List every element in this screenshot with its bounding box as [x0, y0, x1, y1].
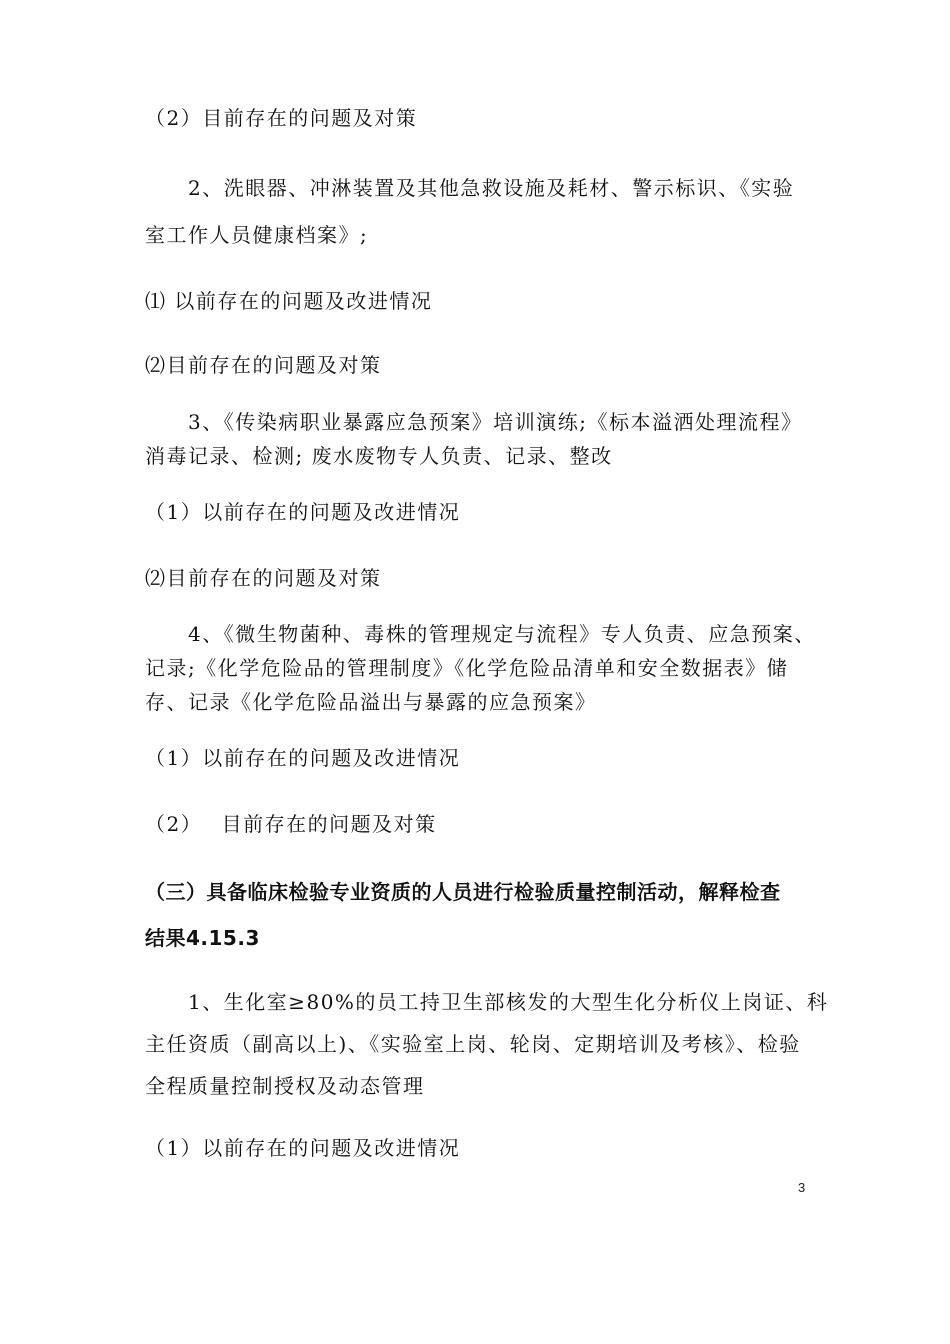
sub-item-1-line: （1）以前存在的问题及改进情况	[145, 746, 461, 770]
sub-item-2-line: （2） 目前存在的问题及对策	[145, 812, 437, 836]
section-heading-line-1: （三）具备临床检验专业资质的人员进行检验质量控制活动，解释检查	[145, 880, 781, 904]
sub-item-1-line: （1）以前存在的问题及改进情况	[145, 500, 461, 524]
sub-item-1-line: （1）以前存在的问题及改进情况	[145, 1136, 461, 1160]
item-1-line-1: 1、生化室≥80%的员工持卫生部核发的大型生化分析仪上岗证、科	[188, 990, 829, 1014]
item-3-line-2: 消毒记录、检测; 废水废物专人负责、记录、整改	[145, 444, 613, 468]
item-4-line-1: 4、《微生物菌种、毒株的管理规定与流程》专人负责、应急预案、	[188, 622, 816, 646]
sub-item-2-line: ⑵目前存在的问题及对策	[145, 566, 382, 590]
item-4-line-3: 存、记录《化学危险品溢出与暴露的应急预案》	[145, 690, 597, 714]
section-heading-line-2: 结果4.15.3	[145, 926, 260, 950]
item-3-line-1: 3、《传染病职业暴露应急预案》培训演练;《标本溢洒处理流程》	[188, 410, 803, 434]
item-2-line-1: 2、洗眼器、冲淋装置及其他急救设施及耗材、警示标识、《实验	[188, 176, 795, 200]
page-number: 3	[798, 1180, 806, 1195]
item-1-line-2: 主任资质（副高以上)、《实验室上岗、轮岗、定期培训及考核》、检验	[145, 1032, 801, 1056]
item-4-line-2: 记录;《化学危险品的管理制度》《化学危险品清单和安全数据表》储	[145, 656, 789, 680]
item-1-line-3: 全程质量控制授权及动态管理	[145, 1074, 425, 1098]
sub-item-2-line: （2）目前存在的问题及对策	[145, 106, 418, 130]
sub-item-1-line: ⑴ 以前存在的问题及改进情况	[145, 289, 433, 313]
sub-item-2-line: ⑵目前存在的问题及对策	[145, 353, 382, 377]
item-2-line-2: 室工作人员健康档案》;	[145, 223, 369, 247]
